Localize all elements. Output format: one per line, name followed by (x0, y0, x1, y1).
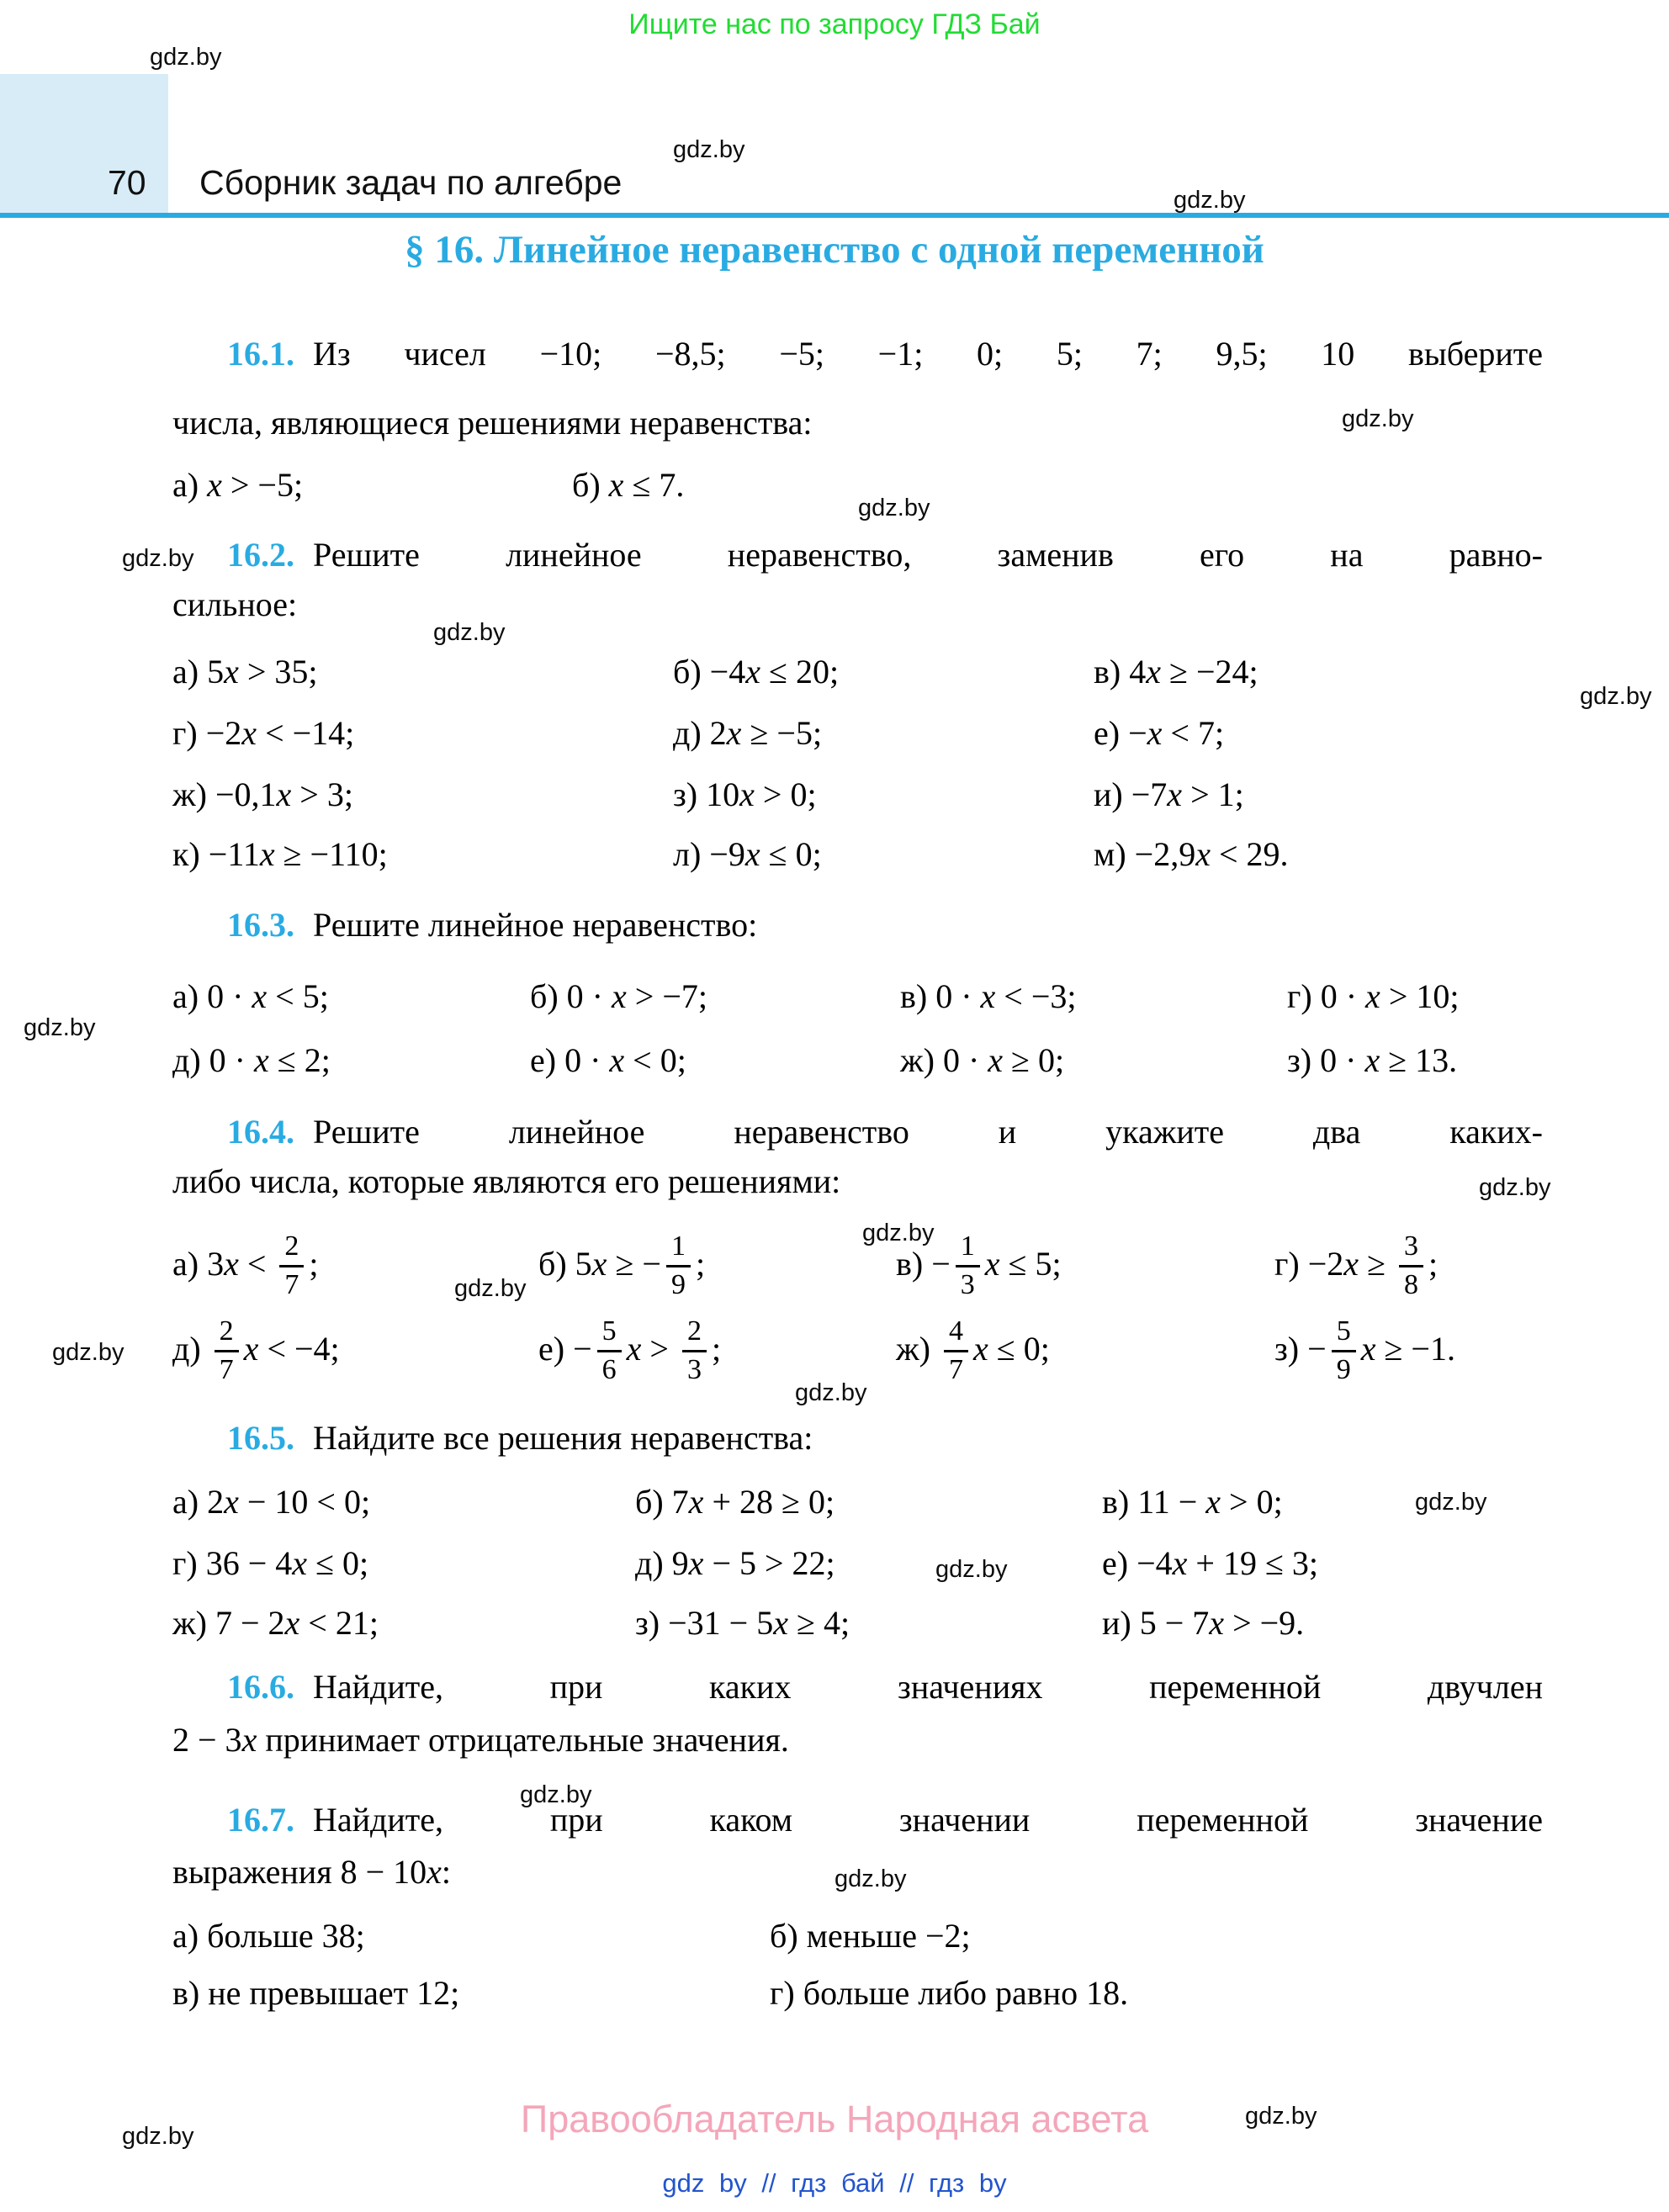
math-item: ж) $\frac{4}{7}$ x ≤ 0; (896, 1315, 1050, 1385)
variable-x: x (224, 1245, 239, 1283)
watermark-gdz: gdz.by (1174, 187, 1246, 214)
statement-text: Решите линейное неравенство, заменив его на равно- (313, 536, 1543, 574)
variable-x: x (972, 1330, 988, 1368)
item-row (172, 1219, 1438, 1316)
statement-text: Найдите, при каких значениях переменной двучлен (313, 1668, 1543, 1706)
variable-x: x (739, 775, 755, 813)
watermark-gdz: gdz.by (150, 44, 222, 71)
statement-text: числа, являющиеся решениями неравенства: (172, 404, 813, 442)
math-item: к) −11x ≥ −110; (172, 835, 388, 873)
math-item: д) 9x − 5 > 22; (635, 1544, 835, 1582)
statement-text: выражения 8 − 10x: (172, 1853, 452, 1891)
page-number: 70 (108, 163, 146, 202)
statement-line (0, 399, 1669, 447)
item-row (172, 1599, 1304, 1648)
variable-x: x (608, 466, 624, 504)
watermark-gdz: gdz.by (862, 1220, 935, 1246)
fraction: $\frac{2}{3}$ (682, 1315, 707, 1385)
watermark-gdz: gdz.by (433, 619, 506, 646)
running-title: Сборник задач по алгебре (199, 163, 623, 202)
math-item: а) x > −5; (172, 466, 304, 504)
watermark-gdz: gdz.by (24, 1014, 96, 1041)
fraction: $\frac{5}{9}$ (1332, 1315, 1356, 1385)
fraction: $\frac{2}{7}$ (279, 1230, 304, 1300)
math-item: д) $\frac{2}{7}$ x < −4; (172, 1315, 340, 1385)
promo-banner-text: Ищите нас по запросу ГДЗ Бай (628, 8, 1041, 40)
watermark-gdz: gdz.by (1415, 1489, 1487, 1516)
statement-text: сильное: (172, 585, 298, 623)
variable-x: x (626, 1330, 642, 1368)
statement-line (0, 1108, 1669, 1156)
math-item: г) 36 − 4x ≤ 0; (172, 1544, 369, 1582)
variable-x: x (241, 1721, 257, 1759)
watermark-gdz: gdz.by (122, 2123, 194, 2150)
variable-x: x (609, 1041, 625, 1079)
variable-x: x (252, 977, 268, 1015)
statement-line (0, 901, 1669, 950)
math-item: и) 5 − 7x > −9. (1102, 1604, 1305, 1642)
variable-x: x (254, 1041, 269, 1079)
math-item: ж) 0 · x ≥ 0; (900, 1041, 1065, 1079)
item-row (172, 1912, 971, 1961)
variable-x: x (1147, 714, 1163, 752)
math-item: б) 7x + 28 ≥ 0; (635, 1483, 835, 1521)
math-item: б) 0 · x > −7; (530, 977, 707, 1015)
item-row (172, 1969, 1128, 2018)
math-item: б) меньше −2; (770, 1917, 971, 1955)
variable-x: x (1364, 1041, 1380, 1079)
watermark-gdz: gdz.by (454, 1275, 527, 1302)
variable-x: x (984, 1245, 1000, 1283)
fraction: $\frac{3}{8}$ (1399, 1230, 1423, 1300)
math-item: д) 0 · x ≤ 2; (172, 1041, 331, 1079)
statement-text: Решите линейное неравенство: (313, 906, 758, 944)
statement-text: Найдите все решения неравенства: (313, 1419, 813, 1457)
variable-x: x (773, 1604, 789, 1642)
variable-x: x (1167, 775, 1183, 813)
math-item: г) 0 · x > 10; (1287, 977, 1460, 1015)
math-item: з) 0 · x ≥ 13. (1287, 1041, 1458, 1079)
watermark-gdz: gdz.by (1479, 1174, 1551, 1201)
variable-x: x (1172, 1544, 1188, 1582)
watermark-gdz: gdz.by (673, 136, 745, 163)
watermark-gdz: gdz.by (795, 1379, 867, 1406)
variable-x: x (1209, 1604, 1225, 1642)
math-item: ж) −0,1x > 3; (172, 775, 353, 813)
problem-number: 16.1. (227, 335, 294, 373)
variable-x: x (1360, 1330, 1376, 1368)
variable-x: x (427, 1853, 442, 1891)
variable-x: x (1195, 835, 1211, 873)
math-item: г) −2x ≥ $\frac{3}{8}$ ; (1274, 1230, 1439, 1300)
variable-x: x (688, 1483, 704, 1521)
variable-x: x (1146, 653, 1161, 691)
statement-text: Решите линейное неравенство и укажите два каких- (313, 1113, 1543, 1151)
math-item: з) −31 − 5x ≥ 4; (635, 1604, 850, 1642)
math-item: з) − $\frac{5}{9}$ x ≥ −1. (1274, 1315, 1455, 1385)
variable-x: x (980, 977, 996, 1015)
variable-x: x (591, 1245, 607, 1283)
watermark-gdz: gdz.by (858, 495, 930, 521)
fraction: $\frac{1}{9}$ (666, 1230, 691, 1300)
statement-line (0, 1663, 1669, 1712)
variable-x: x (1205, 1483, 1221, 1521)
variable-x: x (207, 466, 222, 504)
fraction: $\frac{2}{7}$ (215, 1315, 239, 1385)
math-item: з) 10x > 0; (673, 775, 817, 813)
math-item: ж) 7 − 2x < 21; (172, 1604, 379, 1642)
statement-text: Найдите, при каком значении переменной значение (313, 1801, 1543, 1839)
section-title: § 16. Линейное неравенство с одной переменной (405, 228, 1264, 272)
math-item: а) 0 · x < 5; (172, 977, 329, 1015)
math-item: е) −4x + 19 ≤ 3; (1102, 1544, 1319, 1582)
item-row (172, 648, 1258, 696)
fraction: $\frac{1}{3}$ (956, 1230, 980, 1300)
math-item: в) не превышает 12; (172, 1974, 460, 2012)
statement-text: либо числа, которые являются его решениями: (172, 1162, 841, 1200)
item-row (172, 1478, 1283, 1527)
variable-x: x (744, 835, 760, 873)
item-row (172, 972, 1459, 1021)
math-item: в) 0 · x < −3; (900, 977, 1077, 1015)
math-item: б) 5x ≥ − $\frac{1}{9}$ ; (538, 1230, 706, 1300)
copyright-footer: Правообладатель Народная асвета (520, 2098, 1149, 2141)
site-links-footer: gdz by // гдз бай // гдз by (662, 2168, 1007, 2198)
item-row (172, 770, 1244, 819)
problem-number: 16.2. (227, 536, 294, 574)
math-item: г) больше либо равно 18. (770, 1974, 1129, 2012)
watermark-gdz: gdz.by (1342, 405, 1414, 432)
watermark-gdz: gdz.by (122, 545, 194, 572)
variable-x: x (988, 1041, 1004, 1079)
variable-x: x (292, 1544, 308, 1582)
statement-line (0, 580, 1669, 629)
math-item: е) 0 · x < 0; (530, 1041, 686, 1079)
math-item: и) −7x > 1; (1094, 775, 1244, 813)
variable-x: x (243, 1330, 259, 1368)
math-item: а) 2x − 10 < 0; (172, 1483, 371, 1521)
math-item: г) −2x < −14; (172, 714, 355, 752)
math-item: а) 5x > 35; (172, 653, 318, 691)
variable-x: x (241, 714, 257, 752)
statement-line (0, 531, 1669, 579)
variable-x: x (726, 714, 742, 752)
statement-text: Из чисел −10; −8,5; −5; −1; 0; 5; 7; 9,5; 10 выберите (313, 335, 1543, 373)
math-item: а) больше 38; (172, 1917, 365, 1955)
watermark-gdz: gdz.by (1245, 2103, 1317, 2130)
problem-number: 16.5. (227, 1419, 294, 1457)
statement-line (0, 330, 1669, 378)
variable-x: x (224, 1483, 239, 1521)
math-item: м) −2,9x < 29. (1094, 835, 1289, 873)
page-header (0, 163, 1669, 209)
item-row (172, 1539, 1318, 1588)
fraction: $\frac{4}{7}$ (944, 1315, 968, 1385)
item-row (172, 1036, 1457, 1085)
problem-number: 16.7. (227, 1801, 294, 1839)
item-row (172, 830, 1289, 879)
math-item: а) 3x < $\frac{2}{7}$ ; (172, 1230, 319, 1300)
item-row (172, 461, 684, 510)
item-row (172, 709, 1224, 758)
math-item: д) 2x ≥ −5; (673, 714, 823, 752)
variable-x: x (745, 653, 760, 691)
variable-x: x (276, 775, 292, 813)
statement-line (0, 1716, 1669, 1765)
statement-line (0, 1157, 1669, 1206)
variable-x: x (1343, 1245, 1359, 1283)
variable-x: x (1365, 977, 1380, 1015)
fraction: $\frac{5}{6}$ (597, 1315, 622, 1385)
problem-number: 16.3. (227, 906, 294, 944)
watermark-gdz: gdz.by (834, 1865, 907, 1892)
math-item: б) −4x ≤ 20; (673, 653, 840, 691)
watermark-gdz: gdz.by (52, 1339, 125, 1366)
problem-number: 16.6. (227, 1668, 294, 1706)
math-item: в) 4x ≥ −24; (1094, 653, 1258, 691)
variable-x: x (688, 1544, 704, 1582)
statement-line (0, 1414, 1669, 1463)
variable-x: x (284, 1604, 300, 1642)
variable-x: x (612, 977, 627, 1015)
math-item: л) −9x ≤ 0; (673, 835, 822, 873)
math-item: в) − $\frac{1}{3}$ x ≤ 5; (896, 1230, 1062, 1300)
watermark-gdz: gdz.by (935, 1556, 1008, 1583)
math-item: б) x ≤ 7. (572, 466, 685, 504)
math-item: е) −x < 7; (1094, 714, 1225, 752)
statement-line (0, 1796, 1669, 1844)
statement-text: 2 − 3x принимает отрицательные значения. (172, 1721, 789, 1759)
variable-x: x (224, 653, 239, 691)
math-item: е) − $\frac{5}{6}$ x > $\frac{2}{3}$ ; (538, 1315, 722, 1385)
watermark-gdz: gdz.by (1580, 683, 1652, 710)
math-item: в) 11 − x > 0; (1102, 1483, 1283, 1521)
variable-x: x (259, 835, 275, 873)
header-rule (0, 213, 1669, 218)
watermark-gdz: gdz.by (520, 1781, 592, 1808)
problem-number: 16.4. (227, 1113, 294, 1151)
